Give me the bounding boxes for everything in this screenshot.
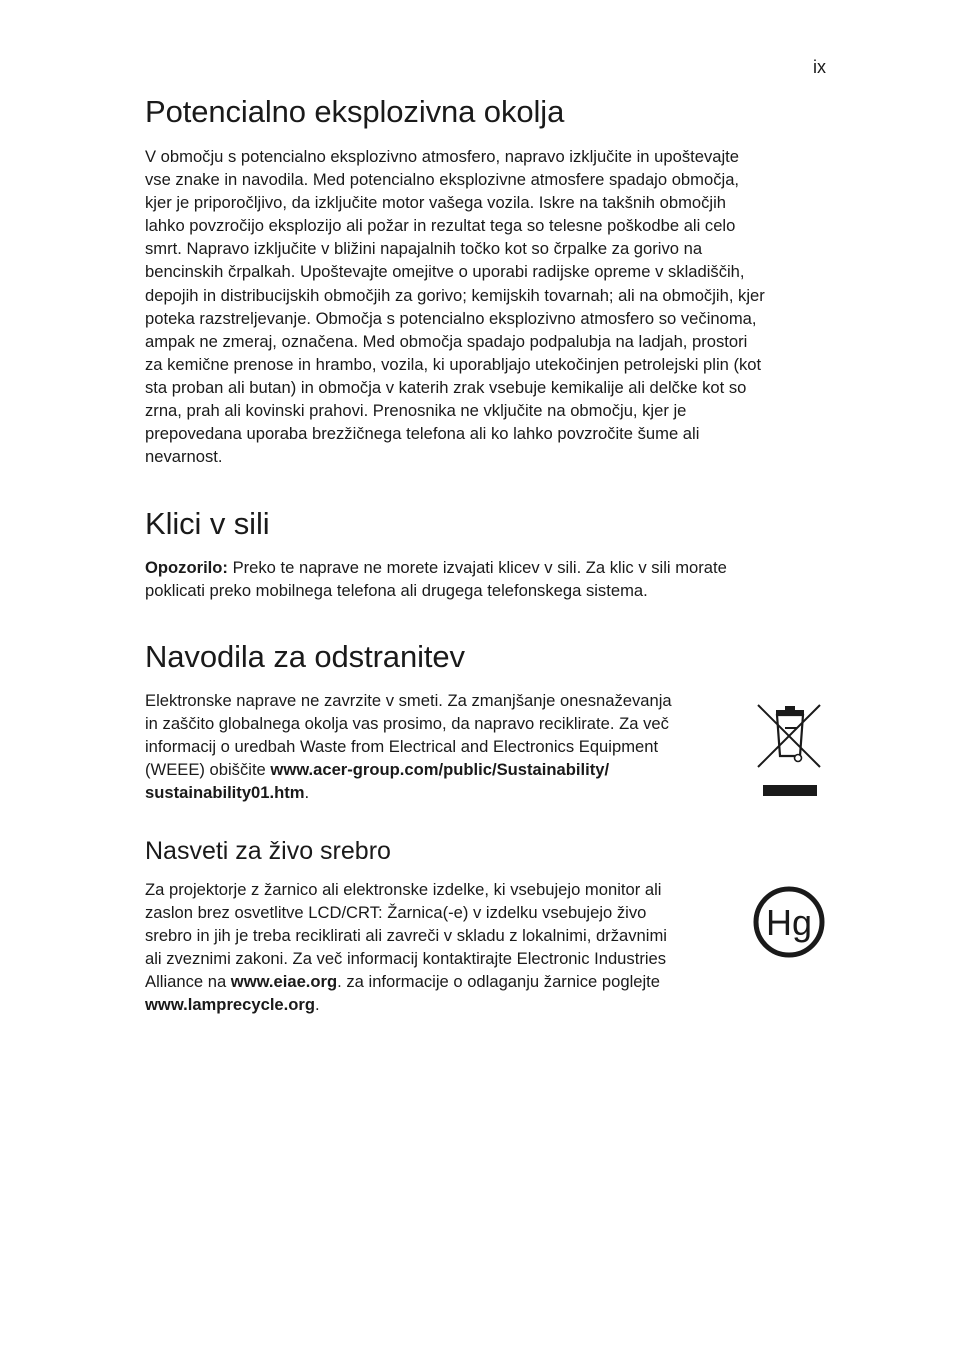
text-line: prepovedana uporaba brezžičnega telefona ali ko lahko povzročite šume ali	[145, 424, 700, 444]
weee-crossed-bin-icon	[755, 700, 825, 800]
text-line: poklicati preko mobilnega telefona ali drugega telefonskega sistema.	[145, 581, 648, 601]
weee-link-continued[interactable]: sustainability01.htm	[145, 783, 305, 803]
text-segment: .	[315, 995, 320, 1015]
lamprecycle-link[interactable]: www.lamprecycle.org	[145, 995, 315, 1015]
text-line: ampak ne zmeraj, označena. Med območja spadajo podpalubja na ladjah, prostori	[145, 331, 748, 351]
paragraph-explosive-environments	[145, 145, 765, 468]
text-line: za kemične prenose in hrambo, vozila, ki uporabljajo utekočinjen petrolejski plin (kot	[145, 354, 762, 374]
mercury-symbol-text: Hg	[765, 902, 813, 943]
paragraph-mercury	[145, 878, 667, 1017]
text-line: V območju s potencialno eksplozivno atmosfero, napravo izključite in upoštevajte	[145, 147, 740, 166]
text-line: bencinskih črpalkah. Upoštevajte omejitve o uporabi radijske opreme v skladiščih,	[145, 262, 745, 282]
text-line: in zaščito globalnega okolja vas prosimo, da napravo reciklirate. Za več	[145, 714, 669, 734]
text-line: smrt. Napravo izključite v bližini napajalnih točko kot so črpalke za gorivo na	[145, 239, 703, 259]
text-segment: .	[304, 783, 310, 803]
text-line: vse znake in navodila. Med potencialno eksplozivne atmosfere spadajo območja,	[145, 170, 740, 190]
weee-link[interactable]: www.acer-group.com/public/Sustainability/	[270, 760, 610, 780]
text-line: ali zveznimi zakoni. Za več informacij kontaktirajte Electronic Industries	[145, 949, 667, 969]
text-line: zrna, prah ali kovinski prahovi. Prenosnika ne vključite na območju, kjer je	[145, 401, 687, 421]
heading-emergency-calls: Klici v sili	[145, 506, 270, 541]
heading-disposal-instructions: Navodila za odstranitev	[145, 639, 465, 674]
text-line: poteka razstreljevanje. Območja s potencialno eksplozivno atmosfero so večinoma,	[145, 308, 757, 328]
text-line	[145, 556, 727, 579]
page-number: ix	[813, 57, 826, 77]
text-line: Elektronske naprave ne zavrzite v smeti. Za zmanjšanje onesnaževanja	[145, 691, 672, 710]
paragraph-disposal	[145, 689, 672, 804]
text-line: informacij o uredbah Waste from Electrical and Electronics Equipment	[145, 737, 659, 757]
text-line	[145, 758, 672, 781]
text-line	[145, 781, 672, 804]
text-segment: . za informacije o odlaganju žarnice poglejte	[337, 972, 661, 992]
eiae-link[interactable]: www.eiae.org	[230, 972, 338, 992]
text-line	[145, 993, 667, 1016]
paragraph-emergency-calls	[145, 556, 727, 602]
text-line: lahko povzročijo eksplozijo ali požar in rezultat tega so telesne poškodbe ali celo	[145, 216, 736, 236]
text-line	[145, 970, 667, 993]
text-line: Za projektorje z žarnico ali elektronske izdelke, ki vsebujejo monitor ali	[145, 880, 662, 899]
text-line: nevarnost.	[145, 447, 223, 467]
text-line: depojih in distribucijskih območjih za gorivo; kemijskih tovarnah; ali na območjih, kjer	[145, 285, 765, 305]
heading-explosive-environments: Potencialno eksplozivna okolja	[145, 94, 565, 129]
text-line: sta proban ali butan) in območja v katerih zrak vsebuje kemikalije ali delčke kot so	[145, 377, 747, 397]
text-segment: (WEEE) obiščite	[145, 760, 271, 780]
warning-text: Preko te naprave ne morete izvajati klicev v sili. Za klic v sili morate	[227, 558, 727, 577]
warning-label: Opozorilo:	[145, 558, 228, 577]
text-line: srebro in jih je treba reciklirati ali zavreči v skladu z lokalnimi, državnimi	[145, 926, 667, 946]
text-line: zaslon brez osvetlitve LCD/CRT: Žarnica(-e) v izdelku vsebujejo živo	[145, 903, 647, 923]
mercury-hg-icon	[752, 885, 826, 959]
heading-mercury-advice: Nasveti za živo srebro	[145, 837, 391, 865]
text-segment: Alliance na	[145, 972, 231, 992]
text-line: kjer je priporočljivo, da izključite motor vašega vozila. Iskre na takšnih območjih	[145, 193, 727, 213]
